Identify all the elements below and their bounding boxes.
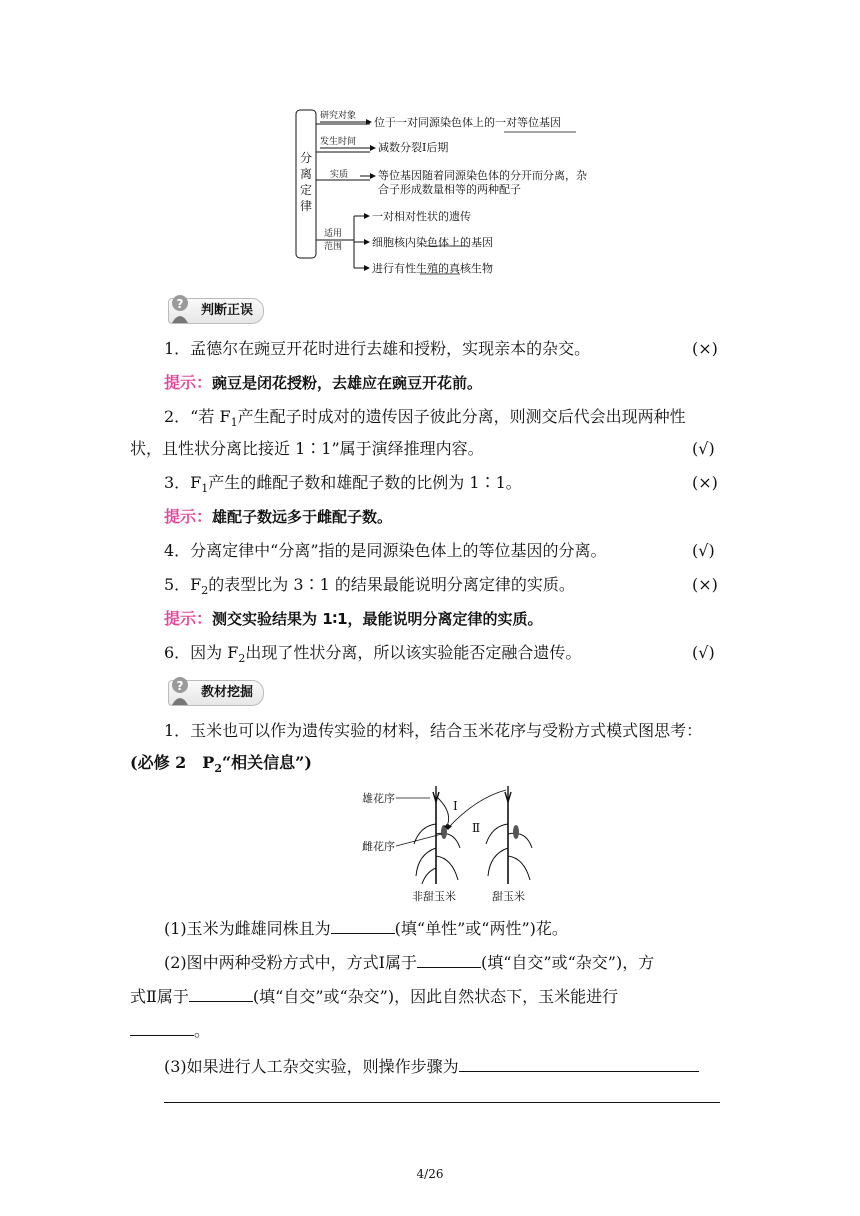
hint-1 bbox=[164, 372, 482, 394]
title-char: 律 bbox=[300, 199, 313, 213]
scope-item: 细胞核内染色体上的基因 bbox=[372, 236, 493, 249]
section-tag-judge bbox=[168, 298, 264, 324]
judge-mark: (×) bbox=[692, 473, 718, 492]
judge-mark: (√) bbox=[692, 643, 715, 662]
subscript: 2 bbox=[201, 584, 209, 598]
text-time: 减数分裂Ⅰ后期 bbox=[378, 141, 449, 154]
subscript: 1 bbox=[230, 416, 238, 430]
hint-3 bbox=[164, 608, 543, 630]
diagram-title bbox=[300, 150, 312, 214]
text-part: 出现了性状分离，所以该实验能否定融合遗传。 bbox=[245, 643, 582, 662]
text-part: (3)如果进行人工杂交实验，则操作步骤为 bbox=[164, 1057, 459, 1076]
sub-question-2-line-3 bbox=[130, 1020, 210, 1042]
text-part: 3．F bbox=[164, 473, 202, 492]
subscript: 2 bbox=[214, 762, 222, 776]
section-tag-label: 教材挖掘 bbox=[201, 685, 254, 700]
hint-text: 测交实验结果为 1∶1，最能说明分离定律的实质。 bbox=[212, 610, 543, 628]
text-part: 式Ⅱ属于 bbox=[130, 987, 189, 1006]
answer-blank[interactable] bbox=[417, 967, 481, 968]
judge-mark: (√) bbox=[692, 439, 715, 458]
hint-text: 雄配子数远多于雌配子数。 bbox=[212, 508, 393, 526]
judge-item-2-line-2: 状，且性状分离比接近 1∶1”属于演绎推理内容。 bbox=[130, 439, 484, 458]
judge-mark: (×) bbox=[692, 339, 718, 358]
text-part: 6．因为 F bbox=[164, 643, 239, 662]
svg-text:?: ? bbox=[176, 679, 184, 693]
judge-mark: (√) bbox=[692, 541, 715, 560]
label-research: 研究对象 bbox=[320, 111, 357, 121]
judge-mark: (×) bbox=[692, 575, 718, 594]
sub-question-2-line-2 bbox=[130, 986, 618, 1008]
plant-2-caption: 甜玉米 bbox=[492, 890, 525, 903]
female-inflorescence-label: 雌花序 bbox=[362, 840, 395, 853]
judge-item-6 bbox=[164, 642, 581, 670]
answer-blank[interactable] bbox=[130, 1035, 194, 1036]
label-scope-2: 范围 bbox=[324, 242, 343, 252]
hint-text: 豌豆是闭花授粉，去雄应在豌豆开花前。 bbox=[212, 374, 483, 392]
sub-question-1 bbox=[164, 918, 568, 940]
page-number: 4/26 bbox=[416, 1167, 444, 1181]
mode-2-label: Ⅱ bbox=[472, 821, 481, 835]
hint-label: 提示： bbox=[164, 373, 213, 392]
answer-blank-line[interactable] bbox=[164, 1102, 720, 1103]
answer-blank[interactable] bbox=[331, 933, 395, 934]
title-char: 离 bbox=[300, 167, 313, 181]
title-char: 分 bbox=[300, 151, 313, 165]
text-part: 的表型比为 3∶1 的结果最能说明分离定律的实质。 bbox=[208, 575, 575, 594]
text-part: (2)图中两种受粉方式中，方式Ⅰ属于 bbox=[164, 953, 417, 972]
mode-1-label: Ⅰ bbox=[453, 799, 458, 813]
question-1-line-2 bbox=[130, 752, 312, 780]
scope-item: 进行有性生殖的真核生物 bbox=[372, 262, 493, 275]
judge-item-1: 1．孟德尔在豌豆开花时进行去雄和授粉，实现亲本的杂交。 bbox=[164, 339, 591, 358]
text-part: 产生的雌配子数和雄配子数的比例为 1∶1。 bbox=[208, 473, 522, 492]
text-part: (填“自交”或“杂交”)，因此自然状态下，玉米能进行 bbox=[252, 987, 619, 1006]
text-research: 位于一对同源染色体上的一对等位基因 bbox=[374, 116, 561, 129]
label-scope-1: 适用 bbox=[324, 229, 343, 239]
judge-item-2-line-1 bbox=[164, 406, 686, 434]
question-figure-icon bbox=[165, 293, 195, 325]
subscript: 1 bbox=[201, 482, 209, 496]
section-tag-label: 判断正误 bbox=[201, 303, 254, 318]
judge-item-3 bbox=[164, 472, 522, 500]
plant-1-caption: 非甜玉米 bbox=[412, 890, 456, 903]
sub-question-3 bbox=[164, 1056, 699, 1078]
answer-blank[interactable] bbox=[459, 1071, 699, 1072]
subscript: 2 bbox=[238, 652, 246, 666]
text-part: 2．“若 F bbox=[164, 407, 231, 426]
title-char: 定 bbox=[300, 183, 313, 197]
scope-item: 一对相对性状的遗传 bbox=[372, 210, 471, 223]
text-part: 产生配子时成对的遗传因子彼此分离，则测交后代会出现两种性 bbox=[237, 407, 686, 426]
answer-blank[interactable] bbox=[189, 1001, 253, 1002]
text-part: (填“自交”或“杂交”)，方 bbox=[481, 953, 655, 972]
section-tag-textbook bbox=[168, 680, 264, 706]
text-part: (1)玉米为雌雄同株且为 bbox=[164, 919, 331, 938]
text-part: “相关信息”) bbox=[221, 753, 312, 772]
text-part: (必修 2 P bbox=[130, 753, 215, 772]
question-figure-icon bbox=[165, 675, 195, 707]
text-essence-1: 等位基因随着同源染色体的分开而分离，杂 bbox=[378, 169, 587, 182]
text-part: (填“单性”或“两性”)花。 bbox=[394, 919, 568, 938]
text-essence-2: 合子形成数量相等的两种配子 bbox=[378, 183, 521, 196]
svg-text:?: ? bbox=[176, 297, 184, 311]
text-part: 5．F bbox=[164, 575, 202, 594]
male-inflorescence-label: 雄花序 bbox=[362, 792, 395, 805]
hint-2 bbox=[164, 506, 392, 528]
hint-label: 提示： bbox=[164, 507, 213, 526]
question-1-line-1: 1．玉米也可以作为遗传实验的材料，结合玉米花序与受粉方式模式图思考： bbox=[164, 721, 703, 740]
judge-item-4: 4．分离定律中“分离”指的是同源染色体上的等位基因的分离。 bbox=[164, 541, 607, 560]
label-time: 发生时间 bbox=[320, 137, 357, 147]
label-essence: 实质 bbox=[330, 170, 349, 180]
sub-question-2-line-1 bbox=[164, 952, 654, 974]
hint-label: 提示： bbox=[164, 609, 213, 628]
text-part: 。 bbox=[194, 1021, 211, 1040]
judge-item-5 bbox=[164, 574, 575, 602]
